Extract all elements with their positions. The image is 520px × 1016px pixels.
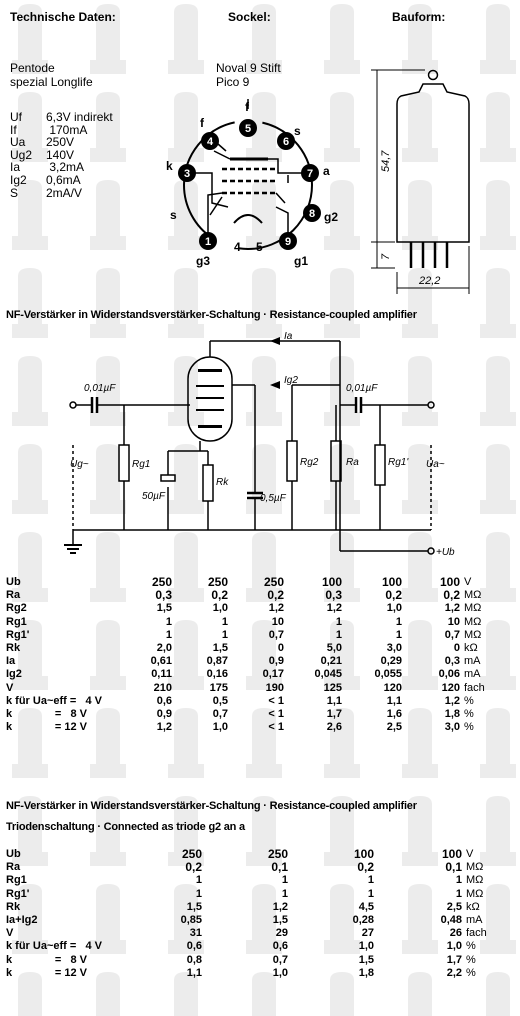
- table-cell: 0,28: [352, 914, 374, 927]
- table-cell: 3,0: [444, 721, 460, 734]
- table-cell: 100: [321, 575, 342, 590]
- table-cell: 1,5: [186, 900, 202, 913]
- table-cell: 1: [221, 628, 228, 641]
- table-cell: < 1: [268, 694, 284, 707]
- spec-value: 0,6mA: [46, 172, 81, 187]
- row-unit: V: [464, 576, 472, 589]
- table-cell: < 1: [268, 721, 284, 734]
- table-cell: 0,87: [206, 655, 228, 668]
- table-cell: 0,2: [185, 860, 202, 875]
- table-cell: 0,2: [385, 588, 402, 603]
- table-cell: 2,5: [386, 721, 402, 734]
- pin-8-label: 8: [308, 208, 316, 220]
- amplifier-schematic: [40, 325, 510, 565]
- table-row: [6, 888, 518, 901]
- label-rg1-prime: Rg1': [388, 457, 409, 468]
- row-label: Rk: [6, 642, 21, 655]
- table-row: [6, 602, 516, 615]
- row-unit: mA: [464, 668, 481, 681]
- row-label: Rg1: [6, 874, 27, 887]
- current-arrows: [270, 337, 280, 389]
- tube-outline: [365, 62, 515, 302]
- label-g3: g3: [196, 254, 211, 268]
- table-row: [6, 848, 518, 861]
- bulb: [397, 84, 469, 242]
- section1-title: NF-Verstärker in Widerstandsverstärker-Schaltung · Resistance-coupled amplifier: [6, 309, 417, 321]
- tube-type-line: spezial Longlife: [10, 75, 93, 89]
- table-cell: 100: [353, 847, 374, 862]
- base-type-line: Pico 9: [216, 75, 250, 89]
- row-label: Rg2: [6, 602, 27, 615]
- row-label: Rg1: [6, 615, 27, 628]
- row-label: Rk: [6, 900, 21, 913]
- row-unit: %: [464, 694, 474, 707]
- table-row: [6, 940, 518, 953]
- table-cell: 0,2: [267, 588, 284, 603]
- row-unit: MΩ: [466, 887, 484, 900]
- table-row: [6, 927, 518, 940]
- table-row: [6, 914, 518, 927]
- operating-table-pentode: [6, 576, 516, 734]
- table-cell: 1: [281, 887, 288, 900]
- row-unit: %: [464, 721, 474, 734]
- table-cell: 250: [263, 575, 284, 590]
- table-cell: 1: [221, 615, 228, 628]
- spec-row: [10, 174, 113, 187]
- spec-key: Ia: [10, 160, 21, 175]
- bauform-heading: Bauform:: [392, 10, 446, 24]
- table-cell: 100: [381, 575, 402, 590]
- table-row: [6, 967, 518, 980]
- table-cell: 0,11: [151, 668, 172, 681]
- table-cell: 100: [441, 847, 462, 862]
- table-cell: 0,61: [150, 655, 172, 668]
- row-unit: MΩ: [464, 628, 482, 641]
- operating-table-triode: [6, 848, 518, 980]
- table-cell: 0,3: [325, 588, 342, 603]
- table-cell: 31: [189, 927, 202, 940]
- table-cell: 0,06: [438, 668, 460, 681]
- table-cell: 1,5: [272, 914, 288, 927]
- label-g2: g2: [324, 210, 339, 224]
- table-row: [6, 954, 518, 967]
- label-ug: Ug~: [70, 459, 89, 470]
- row-label: Ub: [6, 576, 21, 589]
- row-unit: MΩ: [466, 874, 484, 887]
- label-rg1: Rg1: [132, 459, 151, 470]
- label-ub: +Ub: [436, 547, 455, 558]
- table-row: [6, 901, 518, 914]
- label-c-out: 0,01µF: [346, 383, 378, 394]
- table-cell: 1,8: [444, 707, 460, 720]
- row-unit: %: [466, 940, 476, 953]
- table-cell: 1,8: [358, 966, 374, 979]
- row-unit: %: [466, 966, 476, 979]
- table-row: [6, 576, 516, 589]
- table-cell: 1: [195, 887, 202, 900]
- row-unit: fach: [464, 681, 485, 694]
- label-rk: Rk: [216, 477, 229, 488]
- table-cell: 0,29: [380, 655, 402, 668]
- table-cell: 1,7: [326, 707, 342, 720]
- table-cell: 0,055: [374, 668, 402, 681]
- label-k: k: [166, 159, 173, 173]
- table-cell: 250: [207, 575, 228, 590]
- table-cell: 1: [367, 887, 374, 900]
- row-label: Ia: [6, 655, 16, 668]
- table-cell: 0,48: [440, 914, 462, 927]
- table-cell: 29: [275, 927, 288, 940]
- table-cell: 1: [281, 874, 288, 887]
- table-cell: 3,0: [386, 642, 402, 655]
- table-cell: 1,6: [386, 707, 402, 720]
- table-cell: 2,0: [156, 642, 172, 655]
- spec-key: S: [10, 185, 19, 200]
- table-cell: 2,6: [326, 721, 342, 734]
- section2-title: NF-Verstärker in Widerstandsverstärker-Schaltung · Resistance-coupled amplifier: [6, 800, 417, 812]
- table-cell: 250: [267, 847, 288, 862]
- table-cell: 0,2: [357, 860, 374, 875]
- table-cell: 1,1: [186, 966, 202, 979]
- table-cell: 175: [209, 681, 228, 694]
- pin-1-label: 1: [204, 236, 212, 248]
- table-row: [6, 861, 518, 874]
- table-cell: 0,7: [444, 628, 460, 641]
- table-row: [6, 721, 516, 734]
- table-cell: 250: [181, 847, 202, 862]
- table-cell: 1,5: [358, 953, 374, 966]
- table-cell: 0,9: [156, 707, 172, 720]
- table-cell: 0,3: [155, 588, 172, 603]
- table-cell: 0,7: [268, 628, 284, 641]
- table-cell: 4,5: [358, 900, 374, 913]
- base-type: [216, 61, 281, 89]
- watermark-tube: [168, 4, 204, 74]
- tube-type: [10, 61, 93, 89]
- table-cell: 0,1: [445, 860, 462, 875]
- spec-value: 250V: [46, 135, 75, 150]
- table-cell: 1,2: [272, 900, 288, 913]
- spec-value: 170mA: [46, 122, 88, 137]
- table-cell: 120: [383, 681, 402, 694]
- table-row: [6, 589, 516, 602]
- label-s-left: s: [170, 208, 177, 222]
- table-row: [6, 655, 516, 668]
- row-label: k für Ua~eff = 4 V: [6, 940, 102, 953]
- row-unit: MΩ: [464, 615, 482, 628]
- table-cell: 5,0: [326, 642, 342, 655]
- label-g1: g1: [294, 254, 309, 268]
- table-cell: 0,16: [206, 668, 228, 681]
- row-label: Ra: [6, 589, 21, 602]
- row-unit: MΩ: [464, 589, 482, 602]
- table-cell: 1: [455, 874, 462, 887]
- table-cell: 1,5: [156, 602, 172, 615]
- table-cell: 0,21: [320, 655, 342, 668]
- table-cell: 0,6: [186, 940, 202, 953]
- row-label: V: [6, 681, 14, 694]
- label-f-left: f: [200, 116, 204, 130]
- row-label: k = 12 V: [6, 721, 88, 734]
- table-cell: 1: [165, 628, 172, 641]
- table-cell: 1: [335, 628, 342, 641]
- table-cell: 1: [335, 615, 342, 628]
- table-cell: 0,3: [444, 655, 460, 668]
- table-cell: 1,2: [326, 602, 342, 615]
- row-unit: kΩ: [466, 900, 480, 913]
- row-label: Ra: [6, 861, 21, 874]
- pins: [178, 119, 321, 250]
- label-ia: Ia: [284, 331, 293, 342]
- table-cell: 1,0: [358, 940, 374, 953]
- pin-5-label: 5: [244, 123, 252, 135]
- table-cell: 0: [277, 642, 284, 655]
- tube-type-line: Pentode: [10, 61, 55, 75]
- table-cell: 0,2: [211, 588, 228, 603]
- row-unit: %: [466, 953, 476, 966]
- table-row: [6, 629, 516, 642]
- table-cell: 210: [153, 681, 172, 694]
- pin-dimension: 7: [380, 253, 392, 260]
- height-dimension: 54,7: [380, 150, 392, 172]
- table-row: [6, 708, 516, 721]
- table-cell: 0,7: [212, 707, 228, 720]
- table-cell: 26: [449, 927, 462, 940]
- row-label: V: [6, 927, 14, 940]
- spec-row: [10, 187, 113, 200]
- spec-value: 2mA/V: [46, 185, 83, 200]
- row-label: k = 12 V: [6, 966, 88, 979]
- row-label: k für Ua~eff = 4 V: [6, 694, 102, 707]
- spec-value: 6,3V indirekt: [46, 110, 113, 124]
- table-cell: 0,85: [180, 914, 202, 927]
- table-cell: 190: [265, 681, 284, 694]
- pin-3-label: 3: [183, 168, 191, 180]
- label-rg2: Rg2: [300, 457, 319, 468]
- row-unit: MΩ: [464, 602, 482, 615]
- table-cell: 1,0: [212, 602, 228, 615]
- row-unit: kΩ: [464, 642, 478, 655]
- table-cell: 1,0: [386, 602, 402, 615]
- row-label: Rg1': [6, 887, 30, 900]
- table-cell: 1,0: [272, 966, 288, 979]
- spec-key: Uf: [10, 110, 22, 124]
- pin-9-label: 9: [284, 236, 292, 248]
- base-type-line: Noval 9 Stift: [216, 61, 281, 75]
- label-cg2: 0,5µF: [260, 493, 286, 504]
- spec-row: [10, 111, 113, 124]
- spec-key: Ug2: [10, 147, 33, 162]
- pip: [429, 71, 438, 80]
- table-row: [6, 682, 516, 695]
- table-cell: 1,0: [212, 721, 228, 734]
- table-cell: 1,2: [444, 602, 460, 615]
- row-unit: MΩ: [466, 861, 484, 874]
- row-unit: V: [466, 848, 474, 861]
- sockel-heading: Sockel:: [228, 10, 271, 24]
- row-label: Ub: [6, 848, 21, 861]
- watermark-tube: [324, 4, 360, 74]
- table-cell: 0,6: [156, 694, 172, 707]
- table-cell: 1: [165, 615, 172, 628]
- table-cell: 0,2: [443, 588, 460, 603]
- electrodes: [187, 137, 308, 237]
- spec-value: 3,2mA: [46, 160, 85, 175]
- table-cell: 120: [441, 681, 460, 694]
- row-label: k = 8 V: [6, 707, 88, 720]
- table-row: [6, 695, 516, 708]
- table-cell: 2,5: [446, 900, 462, 913]
- pinout-diagram: [160, 95, 350, 275]
- label-ua: Ua~: [426, 459, 445, 470]
- table-row: [6, 874, 518, 887]
- row-label: Ig2: [6, 668, 22, 681]
- table-cell: 1: [395, 628, 402, 641]
- table-cell: 0,9: [268, 655, 284, 668]
- diameter-dimension: 22,2: [419, 275, 441, 287]
- table-cell: 1,7: [446, 953, 462, 966]
- table-cell: 0,045: [314, 668, 342, 681]
- table-cell: 1,2: [444, 694, 460, 707]
- spec-value: 140V: [46, 147, 75, 162]
- spec-list: [10, 111, 113, 199]
- table-cell: 125: [323, 681, 342, 694]
- table-row: [6, 668, 516, 681]
- table-cell: 1,0: [446, 940, 462, 953]
- label-heater-5: 5: [256, 240, 263, 254]
- tube-symbol-electrodes: [196, 369, 224, 428]
- row-label: Ia+Ig2: [6, 914, 38, 927]
- spec-key: Ig2: [10, 172, 27, 187]
- label-ra: Ra: [346, 457, 359, 468]
- label-heater-4: 4: [234, 240, 241, 254]
- section2-subtitle: Triodenschaltung · Connected as triode g2 an a: [6, 821, 245, 833]
- row-label: Rg1': [6, 628, 30, 641]
- table-cell: 100: [439, 575, 460, 590]
- table-cell: 0,1: [271, 860, 288, 875]
- table-cell: 27: [361, 927, 374, 940]
- pin-7-label: 7: [306, 168, 314, 180]
- table-cell: 0,6: [272, 940, 288, 953]
- row-unit: mA: [466, 914, 483, 927]
- table-cell: 1: [367, 874, 374, 887]
- pin-4-label: 4: [206, 136, 214, 148]
- schematic-wires: [64, 341, 434, 554]
- table-cell: 250: [151, 575, 172, 590]
- label-f-top: f: [245, 100, 249, 114]
- tech-data-heading: Technische Daten:: [10, 10, 116, 24]
- label-c-in: 0,01µF: [84, 383, 116, 394]
- label-s-right: s: [294, 124, 301, 138]
- table-cell: 1: [455, 887, 462, 900]
- table-row: [6, 616, 516, 629]
- row-unit: %: [464, 707, 474, 720]
- table-cell: 1,5: [212, 642, 228, 655]
- label-a: a: [323, 164, 330, 178]
- spec-key: If: [10, 122, 17, 137]
- label-ig2: Ig2: [284, 375, 298, 386]
- label-ck: 50µF: [142, 491, 165, 502]
- table-cell: < 1: [268, 707, 284, 720]
- spec-row: [10, 136, 113, 149]
- table-cell: 1: [395, 615, 402, 628]
- table-cell: 1,1: [386, 694, 402, 707]
- table-cell: 1: [195, 874, 202, 887]
- table-cell: 1,2: [156, 721, 172, 734]
- table-cell: 1,2: [268, 602, 284, 615]
- row-label: k = 8 V: [6, 953, 88, 966]
- table-cell: 0,8: [186, 953, 202, 966]
- table-cell: 0,7: [272, 953, 288, 966]
- spec-key: Ua: [10, 135, 26, 150]
- row-unit: fach: [466, 927, 487, 940]
- table-cell: 10: [447, 615, 460, 628]
- table-cell: 1,1: [326, 694, 342, 707]
- table-cell: 0,17: [262, 668, 284, 681]
- table-cell: 0,5: [212, 694, 228, 707]
- row-unit: mA: [464, 655, 481, 668]
- table-row: [6, 642, 516, 655]
- table-cell: 0: [453, 642, 460, 655]
- pin-6-label: 6: [282, 136, 290, 148]
- table-cell: 2,2: [446, 966, 462, 979]
- table-cell: 10: [271, 615, 284, 628]
